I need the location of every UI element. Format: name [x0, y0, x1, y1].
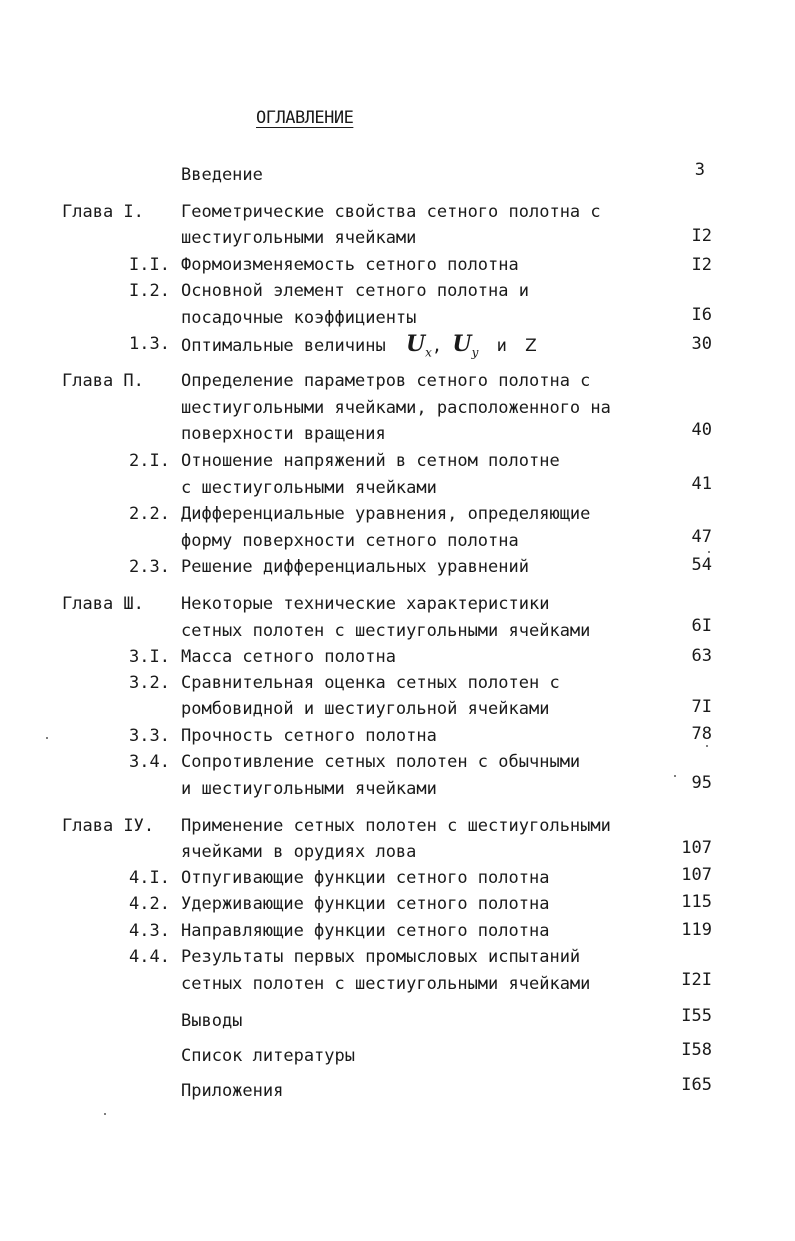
section-4-2-number: 4.2. — [129, 894, 170, 914]
section-3-1-title: Масса сетного полотна — [181, 647, 396, 667]
section-2-3-page: 54 — [691, 555, 712, 575]
section-1-2-page: I6 — [691, 305, 712, 325]
references-page: I58 — [681, 1040, 712, 1060]
section-2-2-page: 47 — [691, 527, 712, 547]
chapter-4-page: 107 — [681, 838, 712, 858]
section-3-1-number: 3.I. — [129, 647, 170, 667]
section-4-4-title-line-1: Результаты первых промысловых испытаний — [181, 947, 581, 967]
chapter-1-title-line-1: Геометрические свойства сетного полотна с — [181, 202, 601, 222]
section-3-3-page: 78 — [691, 724, 712, 744]
section-2-3-number: 2.3. — [129, 557, 170, 577]
section-1-3-page: 30 — [691, 334, 712, 354]
scan-speck — [46, 737, 48, 739]
math-ux-subscript: x — [425, 345, 432, 360]
scan-speck — [104, 1113, 106, 1115]
section-2-1-title-line-2: с шестиугольными ячейками — [181, 478, 437, 498]
section-3-4-title-line-2: и шестиугольными ячейками — [181, 779, 437, 799]
section-3-2-title-line-2: ромбовидной и шестиугольной ячейками — [181, 699, 550, 719]
section-1-1-title: Формоизменяемость сетного полотна — [181, 255, 519, 275]
intro-page: 3 — [694, 160, 705, 180]
section-1-1-page: I2 — [691, 255, 712, 275]
chapter-4-title-line-1: Применение сетных полотен с шестиугольными — [181, 816, 611, 836]
section-3-4-title-line-1: Сопротивление сетных полотен с обычными — [181, 752, 581, 772]
intro-title: Введение — [181, 165, 263, 185]
section-1-3-title — [181, 331, 537, 362]
scan-speck — [674, 775, 676, 777]
section-4-1-number: 4.I. — [129, 868, 170, 888]
chapter-2-title-line-2: шестиугольными ячейками, расположенного на — [181, 398, 611, 418]
section-4-2-title: Удерживающие функции сетного полотна — [181, 894, 550, 914]
section-4-1-title: Отпугивающие функции сетного полотна — [181, 868, 550, 888]
section-4-4-page: I2I — [681, 970, 712, 990]
section-2-2-title-line-1: Дифференциальные уравнения, определяющие — [181, 504, 591, 524]
math-separator: , — [431, 336, 443, 356]
section-2-3-title: Решение дифференциальных уравнений — [181, 557, 529, 577]
chapter-2-page: 40 — [691, 420, 712, 440]
section-2-1-title-line-1: Отношение напряжений в сетном полотне — [181, 451, 560, 471]
section-4-3-page: 119 — [681, 920, 712, 940]
conclusions-page: I55 — [681, 1006, 712, 1026]
section-1-2-title-line-2: посадочные коэффициенты — [181, 308, 417, 328]
chapter-3-title-line-1: Некоторые технические характеристики — [181, 594, 550, 614]
chapter-3-page: 6I — [691, 616, 712, 636]
section-3-4-number: 3.4. — [129, 752, 170, 772]
section-4-2-page: 115 — [681, 892, 712, 912]
math-ux-base: U — [405, 331, 426, 357]
section-3-3-title: Прочность сетного полотна — [181, 726, 437, 746]
chapter-1-label: Глава I. — [62, 202, 144, 222]
references-title: Список литературы — [181, 1046, 355, 1066]
section-4-3-title: Направляющие функции сетного полотна — [181, 921, 550, 941]
conclusions-title: Выводы — [181, 1011, 243, 1031]
section-1-3-text: Оптимальные величины — [181, 336, 386, 356]
scan-speck — [706, 745, 708, 747]
section-1-3-number: 1.3. — [129, 334, 170, 354]
math-uy-base: U — [452, 331, 472, 357]
section-1-2-title-line-1: Основной элемент сетного полотна и — [181, 281, 529, 301]
math-ux — [405, 331, 432, 360]
section-4-1-page: 107 — [681, 865, 712, 885]
math-uy-subscript: y — [471, 345, 479, 360]
appendix-page: I65 — [681, 1075, 712, 1095]
section-2-2-title-line-2: форму поверхности сетного полотна — [181, 531, 519, 551]
section-2-1-number: 2.I. — [129, 451, 170, 471]
section-3-4-page: 95 — [691, 773, 712, 793]
appendix-title: Приложения — [181, 1081, 284, 1101]
section-4-4-title-line-2: сетных полотен с шестиугольными ячейками — [181, 974, 591, 994]
chapter-4-label: Глава IУ. — [62, 816, 155, 836]
section-3-2-title-line-1: Сравнительная оценка сетных полотен с — [181, 673, 560, 693]
section-2-2-number: 2.2. — [129, 504, 170, 524]
chapter-2-label: Глава П. — [62, 371, 144, 391]
section-3-2-number: 3.2. — [129, 673, 170, 693]
chapter-2-title-line-3: поверхности вращения — [181, 424, 386, 444]
math-uy — [452, 331, 479, 360]
section-3-1-page: 63 — [691, 646, 712, 666]
chapter-3-title-line-2: сетных полотен с шестиугольными ячейками — [181, 621, 591, 641]
section-3-2-page: 7I — [691, 697, 712, 717]
section-4-3-number: 4.3. — [129, 921, 170, 941]
section-3-3-number: 3.3. — [129, 726, 170, 746]
section-2-1-page: 41 — [691, 474, 712, 494]
chapter-2-title-line-1: Определение параметров сетного полотна с — [181, 371, 591, 391]
chapter-1-title-line-2: шестиугольными ячейками — [181, 228, 417, 248]
section-1-2-number: I.2. — [129, 281, 170, 301]
chapter-3-label: Глава Ш. — [62, 594, 144, 614]
math-z: Z — [525, 336, 537, 356]
scan-speck — [708, 551, 710, 553]
section-1-1-number: I.I. — [129, 255, 170, 275]
math-and: и — [496, 336, 507, 356]
chapter-4-title-line-2: ячейками в орудиях лова — [181, 842, 417, 862]
chapter-1-page: I2 — [691, 226, 712, 246]
section-4-4-number: 4.4. — [129, 947, 170, 967]
page-title: ОГЛАВЛЕНИЕ — [256, 108, 354, 128]
